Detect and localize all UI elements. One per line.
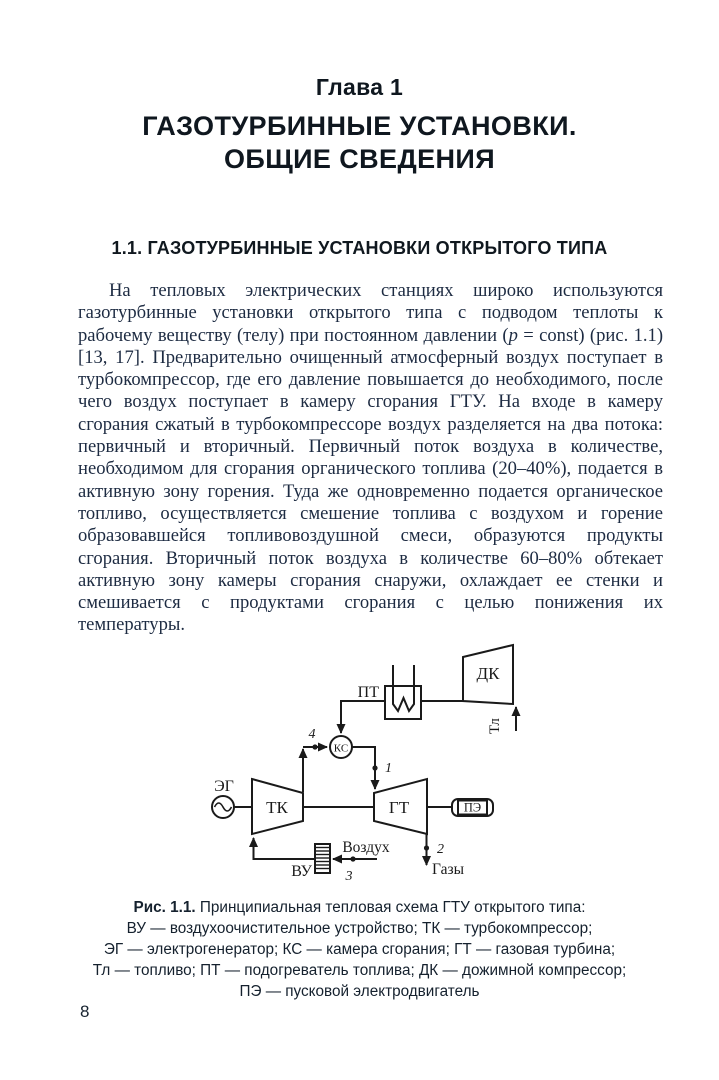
point-4-dot bbox=[312, 744, 317, 749]
air-to-compressor-line bbox=[253, 838, 315, 859]
point-1-dot bbox=[372, 765, 377, 770]
caption-title-text: Принципиальная тепловая схема ГТУ открытого типа: bbox=[195, 898, 586, 916]
fuel-heater-coil bbox=[393, 665, 414, 711]
chapter-title-line2: ОБЩИЕ СВЕДЕНИЯ bbox=[224, 144, 495, 174]
point-3-label: 3 bbox=[345, 868, 352, 884]
gases-label: Газы bbox=[431, 860, 464, 878]
fuel-heater-label: ПТ bbox=[357, 683, 379, 701]
point-3-dot bbox=[350, 856, 355, 861]
figure-caption bbox=[0, 897, 719, 1002]
figure-1-1 bbox=[0, 641, 719, 893]
caption-line-1: ВУ — воздухоочистительное устройство; ТК — турбокомпрессор; bbox=[126, 919, 593, 937]
air-label: Воздух bbox=[341, 838, 390, 856]
booster-compressor-label: ДК bbox=[476, 663, 499, 683]
caption-line-4: ПЭ — пусковой электродвигатель bbox=[239, 982, 480, 1000]
turbocompressor-label: ТК bbox=[265, 797, 288, 817]
air-cleaner-label: ВУ bbox=[290, 862, 312, 880]
gtu-schematic-diagram bbox=[150, 641, 570, 893]
caption-line-2: ЭГ — электрогенератор; КС — камера сгорания; ГТ — газовая турбина; bbox=[103, 940, 616, 958]
point-4-label: 4 bbox=[308, 726, 315, 742]
body-paragraph bbox=[78, 280, 663, 637]
chapter-title-line1: ГАЗОТУРБИННЫЕ УСТАНОВКИ. bbox=[142, 111, 577, 141]
page-number: 8 bbox=[80, 1002, 90, 1021]
caption-figure-number: Рис. 1.1. bbox=[133, 898, 196, 916]
point-2-dot bbox=[423, 845, 428, 850]
chapter-label: Глава 1 bbox=[315, 74, 404, 100]
combustion-chamber-label: КС bbox=[333, 742, 348, 755]
paragraph-part1: На тепловых электрических станциях широко используются газотурбинные установки открытого типа с подводом теплоты к рабочему веществу (телу) при постоянном давлении ( bbox=[78, 280, 663, 346]
section-heading: 1.1. ГАЗОТУРБИННЫЕ УСТАНОВКИ ОТКРЫТОГО ТИПА bbox=[111, 238, 608, 258]
caption-line-title bbox=[0, 897, 719, 918]
paragraph-part2: = const) (рис. 1.1) [13, 17]. Предварительно очищенный атмосферный воздух поступает в турбокомпрессор, где его давление повышается до необходимого, после чего воздух поступает в камеру сгорания ГТУ. На входе в камеру сгорания сжатый в турбокомпрессоре воздух разделяется на два потока: первичный и вторичный. Первичный поток воздуха в количестве, необходимом для сгорания органического топлива (20–40%), подается в активную зону горения. Туда же одновременно подается органическое топливо, осуществляется смешение топлива с воздухом и горение образовавшейся топливовоздушной смеси, образуются продукты сгорания. Вторичный поток воздуха в количестве 60–80% обтекает активную зону камеры сгорания снаружи, охлаждает ее стенки и смешивается с продуктами сгорания с целью понижения их температуры. bbox=[78, 324, 664, 636]
generator-sine-icon bbox=[214, 803, 231, 811]
point-1-label: 1 bbox=[384, 760, 392, 776]
generator-label: ЭГ bbox=[213, 777, 234, 795]
combustion-to-turbine-line bbox=[352, 747, 375, 789]
starter-motor-label: ПЭ bbox=[463, 800, 481, 815]
point-2-label: 2 bbox=[436, 841, 444, 857]
fuel-to-combustion-line bbox=[341, 701, 385, 733]
gas-turbine-label: ГТ bbox=[388, 797, 409, 817]
caption-line-3: Тл — топливо; ПТ — подогреватель топлива; ДК — дожимной компрессор; bbox=[92, 961, 627, 979]
chapter-heading bbox=[0, 0, 719, 176]
paragraph-italic-p: p bbox=[508, 324, 518, 346]
air-cleaner-hatch bbox=[315, 847, 330, 868]
fuel-heater-shape bbox=[385, 686, 421, 719]
fuel-label: Тл bbox=[486, 717, 503, 734]
